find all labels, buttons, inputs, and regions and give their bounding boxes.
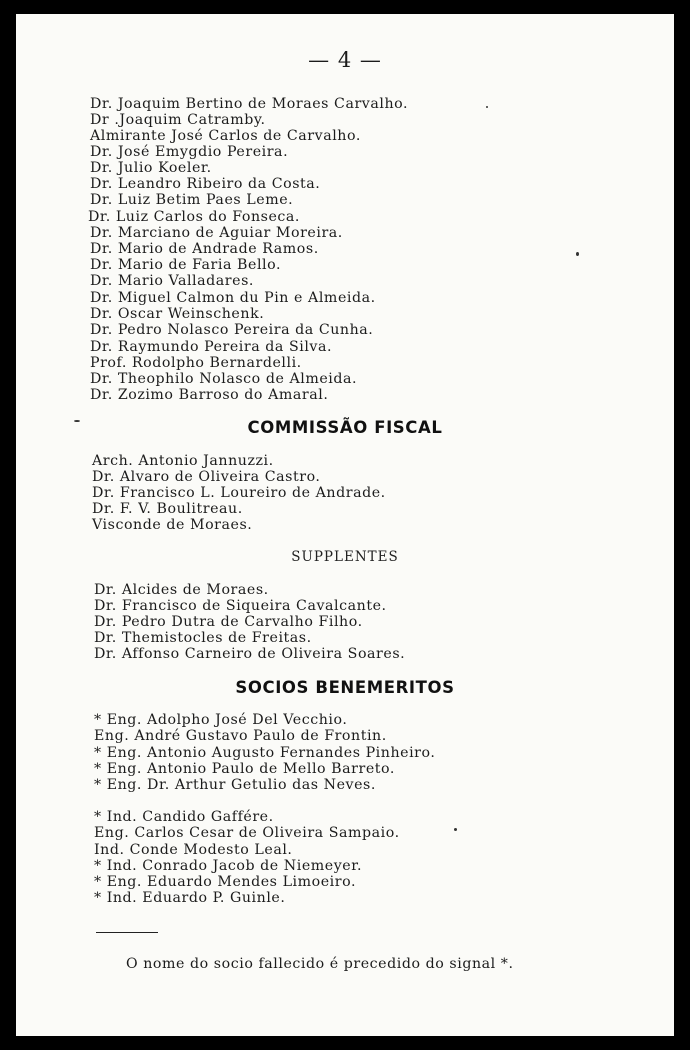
list-item: Almirante José Carlos de Carvalho. — [90, 128, 361, 144]
footnote-divider — [96, 932, 158, 933]
list-item: * Ind. Conrado Jacob de Niemeyer. — [94, 858, 363, 874]
list-item: Dr. Mario Valladares. — [90, 273, 254, 289]
list-item: Dr. Alvaro de Oliveira Castro. — [92, 469, 321, 485]
document-page — [16, 14, 674, 1036]
list-item: Dr. Leandro Ribeiro da Costa. — [90, 176, 321, 192]
list-item: Dr .Joaquim Catramby. — [90, 112, 266, 128]
page-number: — 4 — — [308, 48, 382, 72]
list-item: Dr. José Emygdio Pereira. — [90, 144, 289, 160]
list-item: Ind. Conde Modesto Leal. — [94, 842, 293, 858]
list-item: Dr. Mario de Faria Bello. — [90, 257, 282, 273]
list-item: Dr. Francisco de Siqueira Cavalcante. — [94, 598, 387, 614]
scan-speck — [486, 106, 488, 108]
list-item: * Eng. Dr. Arthur Getulio das Neves. — [94, 777, 376, 793]
scan-speck — [576, 252, 579, 256]
footnote: O nome do socio fallecido é precedido do signal *. — [126, 956, 514, 972]
list-item: * Eng. Antonio Augusto Fernandes Pinheiro. — [94, 745, 436, 761]
list-item: Dr. Themistocles de Freitas. — [94, 630, 312, 646]
list-item: Dr. Mario de Andrade Ramos. — [90, 241, 319, 257]
list-item: Dr. Miguel Calmon du Pin e Almeida. — [90, 290, 376, 306]
fiscal-heading: COMMISSÃO FISCAL — [247, 418, 443, 437]
list-item: Eng. Carlos Cesar de Oliveira Sampaio. — [94, 825, 400, 841]
list-item: Dr. Joaquim Bertino de Moraes Carvalho. — [90, 96, 409, 112]
list-item: Dr. Pedro Dutra de Carvalho Filho. — [94, 614, 363, 630]
list-item: Arch. Antonio Jannuzzi. — [92, 453, 274, 469]
list-item: Dr. Oscar Weinschenk. — [90, 306, 265, 322]
list-item: Dr. Alcides de Moraes. — [94, 582, 269, 598]
list-item: Dr. F. V. Boulitreau. — [92, 501, 243, 517]
list-item: * Ind. Eduardo P. Guinle. — [94, 890, 286, 906]
list-item: Dr. Raymundo Pereira da Silva. — [90, 339, 333, 355]
substitutes-heading: SUPPLENTES — [291, 549, 399, 565]
list-item: Dr. Julio Koeler. — [90, 160, 212, 176]
list-item: Dr. Pedro Nolasco Pereira da Cunha. — [90, 322, 374, 338]
list-item: Dr. Francisco L. Loureiro de Andrade. — [92, 485, 386, 501]
list-item: Dr. Marciano de Aguiar Moreira. — [90, 225, 343, 241]
list-item: Dr. Zozimo Barroso do Amaral. — [90, 387, 329, 403]
list-item: * Ind. Candido Gaffére. — [94, 809, 274, 825]
scan-speck — [454, 828, 457, 831]
list-item: Visconde de Moraes. — [92, 517, 253, 533]
list-item: Prof. Rodolpho Bernardelli. — [90, 355, 302, 371]
list-item: Dr. Luiz Carlos do Fonseca. — [88, 209, 300, 225]
list-item: * Eng. Eduardo Mendes Limoeiro. — [94, 874, 356, 890]
list-item: * Eng. Adolpho José Del Vecchio. — [94, 712, 348, 728]
scan-speck — [74, 420, 80, 422]
list-item: Dr. Luiz Betim Paes Leme. — [90, 192, 294, 208]
list-item: Eng. André Gustavo Paulo de Frontin. — [94, 728, 387, 744]
list-item: Dr. Affonso Carneiro de Oliveira Soares. — [94, 646, 406, 662]
list-item: Dr. Theophilo Nolasco de Almeida. — [90, 371, 358, 387]
list-item: * Eng. Antonio Paulo de Mello Barreto. — [94, 761, 395, 777]
benemeritos-heading: SOCIOS BENEMERITOS — [235, 678, 455, 697]
